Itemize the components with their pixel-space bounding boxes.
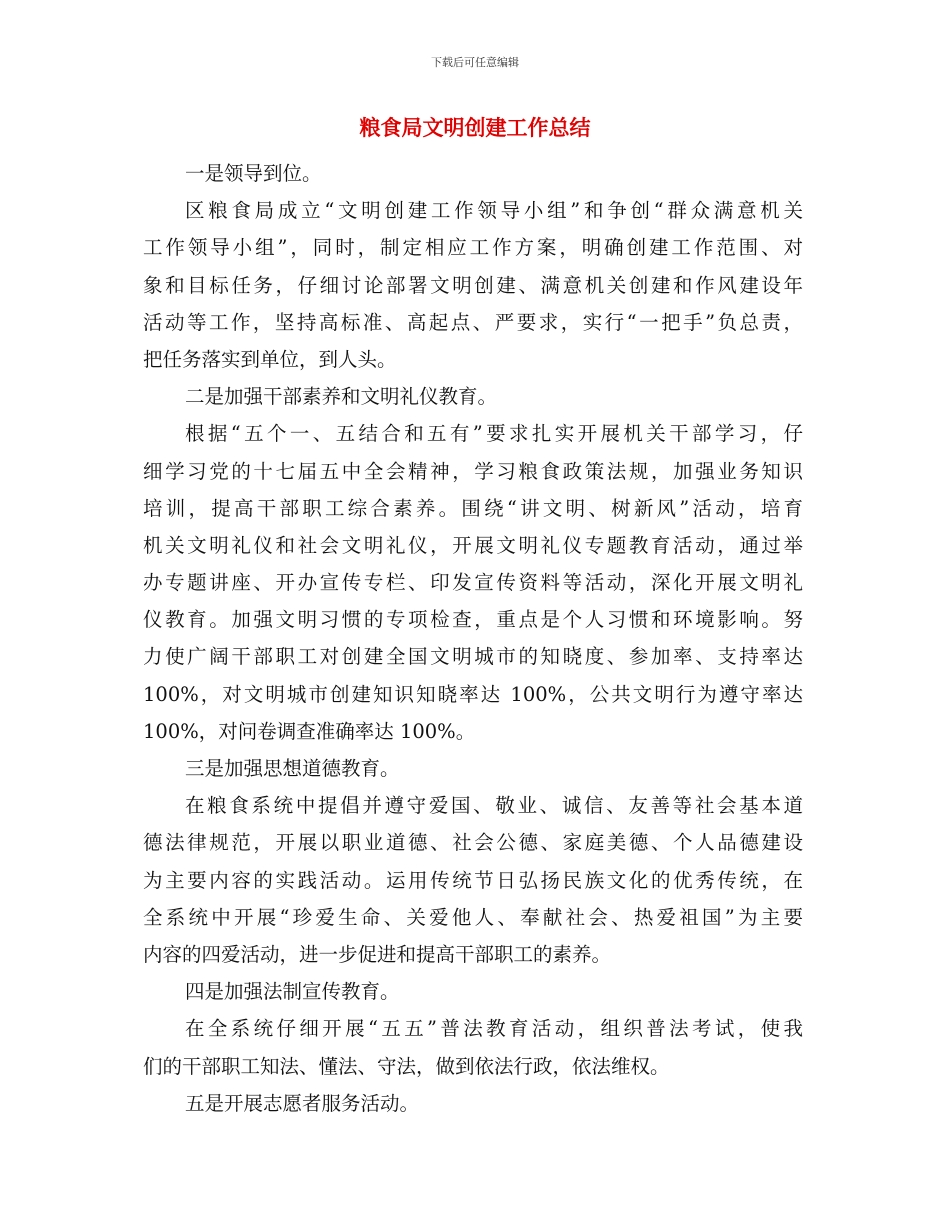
text-line: 100%，对问卷调查准确率达 100%。 <box>143 719 476 743</box>
text-line: 根据“五个一、五结合和五有”要求扎实开展机关干部学习，仔 <box>185 422 803 446</box>
text-line: 培训，提高干部职工综合素养。围绕“讲文明、树新风”活动，培育 <box>143 496 803 520</box>
text-line: 细学习党的十七届五中全会精神，学习粮食政策法规，加强业务知识 <box>143 459 803 483</box>
text-line: 象和目标任务，仔细讨论部署文明创建、满意机关创建和作风建设年 <box>143 273 803 297</box>
text-line: 一是领导到位。 <box>185 162 322 185</box>
text-line: 仪教育。加强文明习惯的专项检查，重点是个人习惯和环境影响。努 <box>143 608 803 632</box>
header-note: 下载后可任意编辑 <box>431 56 519 69</box>
text-line: 100%，对文明城市创建知识知晓率达 100%，公共文明行为遵守率达 <box>143 682 803 706</box>
text-line: 机关文明礼仪和社会文明礼仪，开展文明礼仪专题教育活动，通过举 <box>143 533 803 557</box>
text-line: 四是加强法制宣传教育。 <box>185 980 400 1004</box>
text-line: 在全系统仔细开展“五五”普法教育活动，组织普法考试，使我 <box>185 1017 803 1041</box>
text-line: 办专题讲座、开办宣传专栏、印发宣传资料等活动，深化开展文明礼 <box>143 571 803 595</box>
text-line: 全系统中开展“珍爱生命、关爱他人、奉献社会、热爱祖国”为主要 <box>143 905 803 929</box>
document-body <box>143 155 803 1122</box>
text-line: 五是开展志愿者服务活动。 <box>185 1091 420 1115</box>
text-line: 们的干部职工知法、懂法、守法，做到依法行政，依法维权。 <box>143 1054 670 1078</box>
text-line: 内容的四爱活动，进一步促进和提高干部职工的素养。 <box>143 942 612 966</box>
text-line: 在粮食系统中提倡并遵守爱国、敬业、诚信、友善等社会基本道 <box>185 794 803 818</box>
document-title: 粮食局文明创建工作总结 <box>359 116 591 140</box>
text-line: 区粮食局成立“文明创建工作领导小组”和争创“群众满意机关 <box>185 199 803 223</box>
text-line: 工作领导小组”，同时，制定相应工作方案，明确创建工作范围、对 <box>143 236 803 260</box>
text-line: 活动等工作，坚持高标准、高起点、严要求，实行“一把手”负总责， <box>143 310 803 334</box>
text-line: 为主要内容的实践活动。运用传统节日弘扬民族文化的优秀传统，在 <box>143 868 803 892</box>
text-line: 力使广阔干部职工对创建全国文明城市的知晓度、参加率、支持率达 <box>143 645 803 669</box>
text-line: 三是加强思想道德教育。 <box>185 757 400 780</box>
text-line: 二是加强干部素养和文明礼仪教育。 <box>185 385 498 409</box>
text-line: 把任务落实到单位，到人头。 <box>143 347 397 371</box>
text-line: 德法律规范，开展以职业道德、社会公德、家庭美德、个人品德建设 <box>143 831 803 855</box>
